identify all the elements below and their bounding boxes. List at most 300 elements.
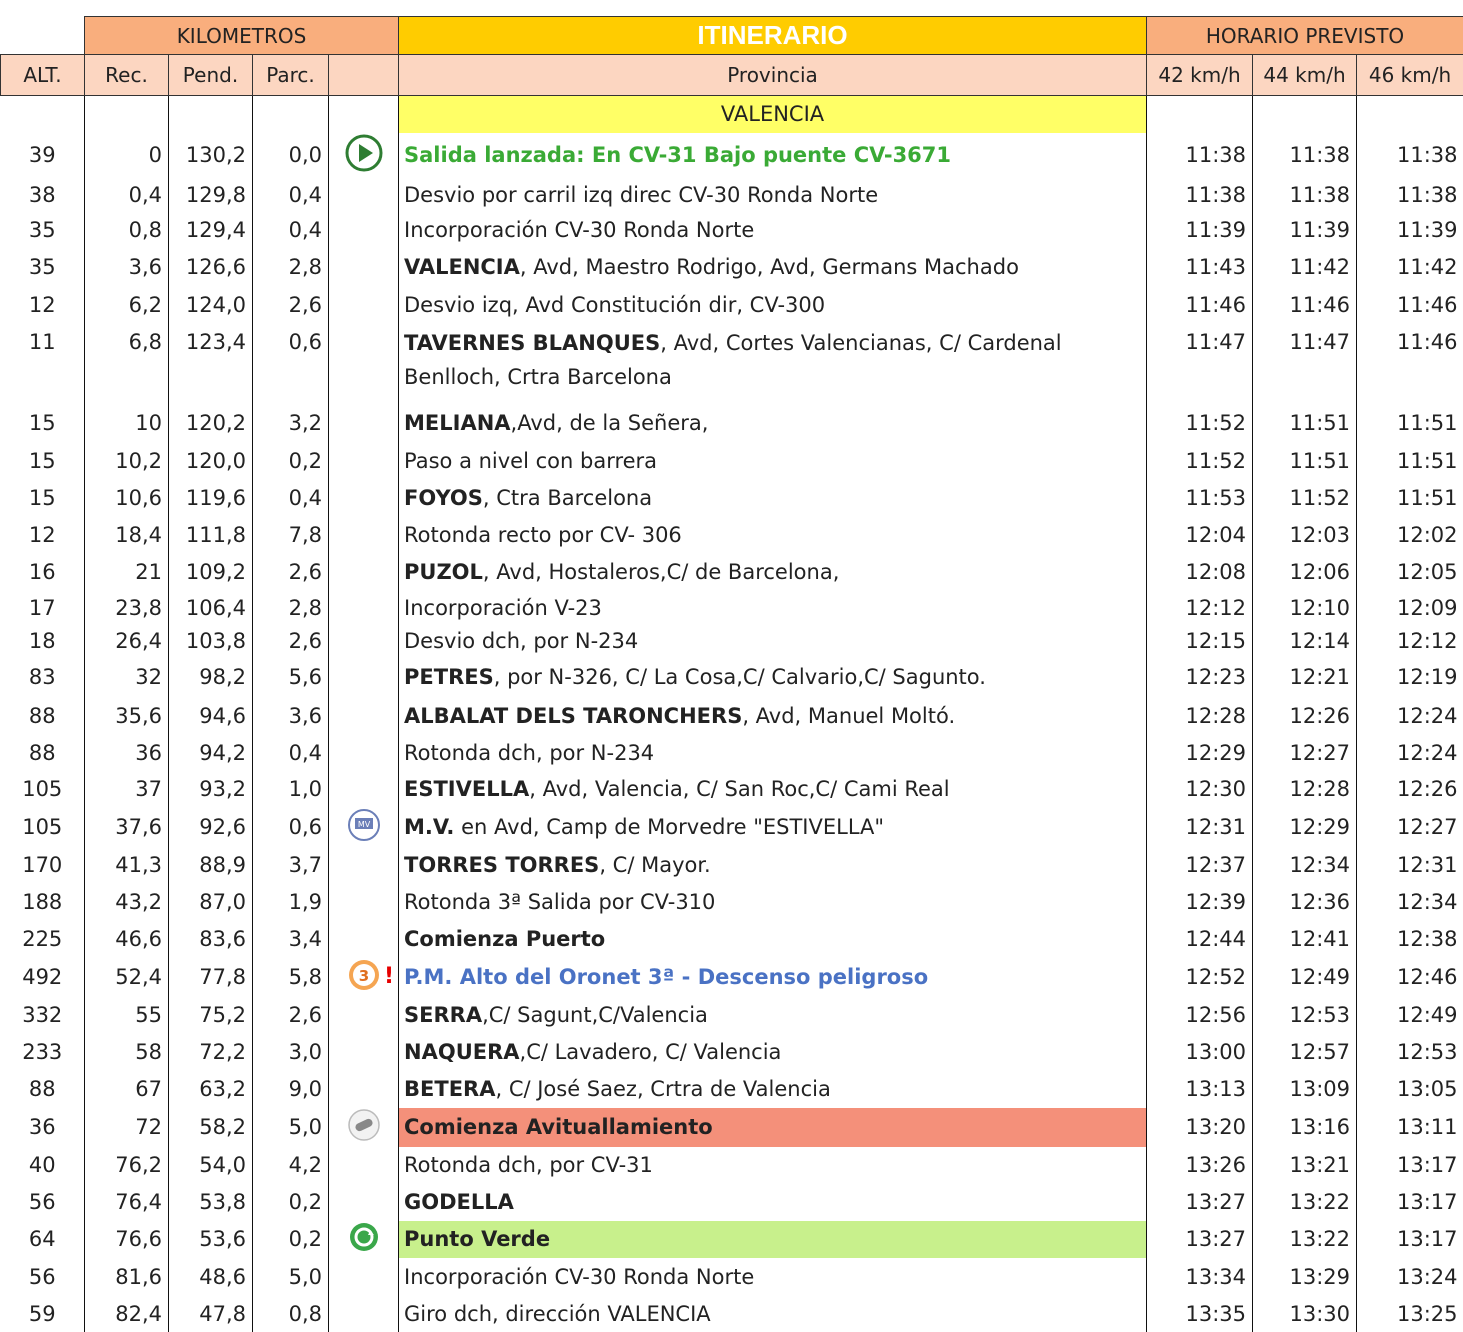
alt-cell: 35 [1, 247, 85, 287]
route-description [399, 1071, 1147, 1108]
rec-cell: 36 [85, 735, 169, 771]
col-pend-header: Pend. [169, 55, 253, 96]
parc-cell: 0,4 [253, 479, 329, 517]
time-44-cell: 12:28 [1253, 771, 1357, 808]
icon-cell [329, 1184, 399, 1221]
time-46-cell: 13:05 [1357, 1071, 1463, 1108]
time-44-cell: 12:27 [1253, 735, 1357, 771]
time-46-cell: 12:19 [1357, 657, 1463, 697]
time-42-cell: 12:04 [1147, 517, 1253, 553]
pend-cell: 111,8 [169, 517, 253, 553]
pend-cell: 126,6 [169, 247, 253, 287]
time-42-cell: 12:31 [1147, 808, 1253, 847]
route-description [399, 553, 1147, 591]
alt-cell: 12 [1, 287, 85, 324]
route-description [399, 697, 1147, 735]
time-42-cell: 13:26 [1147, 1147, 1253, 1184]
alt-cell: 188 [1, 883, 85, 921]
route-description [399, 287, 1147, 324]
parc-cell: 2,6 [253, 553, 329, 591]
table-row [1, 517, 1463, 553]
rec-cell: 10,2 [85, 443, 169, 479]
route-description [399, 847, 1147, 883]
table-row [1, 133, 1463, 178]
parc-cell: 5,0 [253, 1258, 329, 1296]
route-description [399, 213, 1147, 247]
time-46-cell: 11:51 [1357, 479, 1463, 517]
time-42-cell: 13:27 [1147, 1184, 1253, 1221]
rec-cell: 6,2 [85, 287, 169, 324]
route-description [399, 178, 1147, 213]
description-text: ,C/ Lavadero, C/ Valencia [520, 1040, 782, 1064]
icon-cell [329, 625, 399, 657]
icon-cell [329, 1296, 399, 1332]
description-text: ,Avd, de la Señera, [511, 411, 709, 435]
time-42-cell: 12:08 [1147, 553, 1253, 591]
table-row [1, 847, 1463, 883]
rec-cell: 10 [85, 404, 169, 443]
rec-cell: 26,4 [85, 625, 169, 657]
parc-cell: 9,0 [253, 1071, 329, 1108]
time-46-cell: 12:49 [1357, 997, 1463, 1034]
route-description [399, 1147, 1147, 1184]
pend-cell: 72,2 [169, 1034, 253, 1071]
rec-cell: 18,4 [85, 517, 169, 553]
parc-cell: 1,9 [253, 883, 329, 921]
time-42-cell: 13:27 [1147, 1221, 1253, 1258]
pend-cell: 119,6 [169, 479, 253, 517]
time-42-cell: 13:35 [1147, 1296, 1253, 1332]
itinerario-title: ITINERARIO [399, 17, 1147, 55]
description-text: ,C/ Sagunt,C/Valencia [482, 1003, 708, 1027]
time-44-cell: 11:51 [1253, 443, 1357, 479]
time-42-cell: 12:30 [1147, 771, 1253, 808]
icon-cell [329, 591, 399, 625]
description-text: Rotonda dch, por CV-31 [404, 1153, 653, 1177]
time-46-cell: 13:17 [1357, 1147, 1463, 1184]
alt-cell: 170 [1, 847, 85, 883]
description-text: Rotonda dch, por N-234 [404, 741, 654, 765]
time-42-cell: 13:34 [1147, 1258, 1253, 1296]
place-name: BETERA [404, 1077, 495, 1101]
icon-cell [329, 1221, 399, 1258]
alt-cell: 15 [1, 443, 85, 479]
parc-cell: 2,6 [253, 287, 329, 324]
place-name: ESTIVELLA [404, 777, 529, 801]
description-text: Desvio por carril izq direc CV-30 Ronda Norte [404, 183, 878, 207]
pend-cell: 94,6 [169, 697, 253, 735]
icon-cell [329, 479, 399, 517]
table-row [1, 1258, 1463, 1296]
time-46-cell: 12:27 [1357, 808, 1463, 847]
rec-cell: 6,8 [85, 324, 169, 404]
description-text: Comienza Avituallamiento [404, 1115, 713, 1139]
pend-cell: 53,6 [169, 1221, 253, 1258]
pend-cell: 77,8 [169, 958, 253, 997]
col-speed1-header: 42 km/h [1147, 55, 1253, 96]
pend-cell: 123,4 [169, 324, 253, 404]
parc-cell: 3,0 [253, 1034, 329, 1071]
description-text: Rotonda 3ª Salida por CV-310 [404, 890, 715, 914]
rec-cell: 37 [85, 771, 169, 808]
route-description [399, 958, 1147, 997]
table-row [1, 997, 1463, 1034]
rec-cell: 52,4 [85, 958, 169, 997]
col-provincia-header: Provincia [399, 55, 1147, 96]
rec-cell: 81,6 [85, 1258, 169, 1296]
time-46-cell: 12:09 [1357, 591, 1463, 625]
rec-cell: 76,4 [85, 1184, 169, 1221]
icon-cell [329, 997, 399, 1034]
parc-cell: 5,8 [253, 958, 329, 997]
description-text: , C/ José Saez, Crtra de Valencia [495, 1077, 830, 1101]
rec-cell: 46,6 [85, 921, 169, 958]
icon-cell [329, 1108, 399, 1147]
pend-cell: 130,2 [169, 133, 253, 178]
danger-mark: ! [384, 964, 394, 989]
route-description [399, 404, 1147, 443]
mv-icon [347, 808, 381, 847]
route-description [399, 1034, 1147, 1071]
table-row [1, 553, 1463, 591]
svg-text:3: 3 [358, 967, 368, 985]
alt-cell: 15 [1, 479, 85, 517]
time-42-cell: 11:38 [1147, 133, 1253, 178]
alt-cell: 59 [1, 1296, 85, 1332]
icon-cell [329, 1147, 399, 1184]
time-46-cell: 11:46 [1357, 324, 1463, 404]
place-name: PETRES [404, 665, 494, 689]
time-44-cell: 12:53 [1253, 997, 1357, 1034]
table-row [1, 591, 1463, 625]
description-text: Salida lanzada: En CV-31 Bajo puente CV-3671 [404, 143, 951, 167]
table-row [1, 735, 1463, 771]
pend-cell: 47,8 [169, 1296, 253, 1332]
parc-cell: 0,0 [253, 133, 329, 178]
alt-cell: 492 [1, 958, 85, 997]
place-name: NAQUERA [404, 1040, 520, 1064]
time-42-cell: 12:39 [1147, 883, 1253, 921]
alt-cell: 18 [1, 625, 85, 657]
description-text: , por N-326, C/ La Cosa,C/ Calvario,C/ Sagunto. [494, 665, 986, 689]
time-42-cell: 13:13 [1147, 1071, 1253, 1108]
table-row [1, 1147, 1463, 1184]
parc-cell: 0,4 [253, 213, 329, 247]
parc-cell: 3,7 [253, 847, 329, 883]
place-name: MELIANA [404, 411, 511, 435]
time-44-cell: 11:38 [1253, 133, 1357, 178]
alt-cell: 15 [1, 404, 85, 443]
parc-cell: 0,6 [253, 808, 329, 847]
kilometros-header: KILOMETROS [85, 17, 399, 55]
time-44-cell: 12:03 [1253, 517, 1357, 553]
place-name: TORRES TORRES [404, 853, 599, 877]
col-parc-header: Parc. [253, 55, 329, 96]
rec-cell: 41,3 [85, 847, 169, 883]
place-name: FOYOS [404, 486, 483, 510]
icon-cell [329, 324, 399, 404]
time-42-cell: 11:52 [1147, 404, 1253, 443]
description-text: , Avd, Manuel Moltó. [742, 704, 955, 728]
time-44-cell: 11:39 [1253, 213, 1357, 247]
time-42-cell: 11:53 [1147, 479, 1253, 517]
alt-cell: 16 [1, 553, 85, 591]
province-row [1, 96, 1463, 133]
description-text: , Ctra Barcelona [483, 486, 652, 510]
col-icon-header [329, 55, 399, 96]
table-row [1, 808, 1463, 847]
alt-cell: 11 [1, 324, 85, 404]
pend-cell: 75,2 [169, 997, 253, 1034]
table-row [1, 287, 1463, 324]
alt-cell: 105 [1, 808, 85, 847]
icon-cell [329, 1071, 399, 1108]
time-42-cell: 12:15 [1147, 625, 1253, 657]
route-description [399, 735, 1147, 771]
time-46-cell: 11:46 [1357, 287, 1463, 324]
mountain-3-icon [347, 958, 381, 997]
table-row [1, 324, 1463, 404]
parc-cell: 3,6 [253, 697, 329, 735]
alt-cell: 105 [1, 771, 85, 808]
col-rec-header: Rec. [85, 55, 169, 96]
route-description [399, 921, 1147, 958]
description-text: en Avd, Camp de Morvedre "ESTIVELLA" [454, 815, 884, 839]
time-42-cell: 12:56 [1147, 997, 1253, 1034]
table-row [1, 697, 1463, 735]
parc-cell: 0,2 [253, 443, 329, 479]
time-44-cell: 12:34 [1253, 847, 1357, 883]
time-42-cell: 13:20 [1147, 1108, 1253, 1147]
time-44-cell: 12:36 [1253, 883, 1357, 921]
alt-cell: 233 [1, 1034, 85, 1071]
time-42-cell: 12:23 [1147, 657, 1253, 697]
icon-cell [329, 213, 399, 247]
time-44-cell: 12:57 [1253, 1034, 1357, 1071]
pend-cell: 88,9 [169, 847, 253, 883]
parc-cell: 2,6 [253, 997, 329, 1034]
table-row [1, 1108, 1463, 1147]
table-row [1, 404, 1463, 443]
time-46-cell: 13:17 [1357, 1184, 1463, 1221]
rec-cell: 76,2 [85, 1147, 169, 1184]
parc-cell: 0,6 [253, 324, 329, 404]
time-46-cell: 11:42 [1357, 247, 1463, 287]
parc-cell: 7,8 [253, 517, 329, 553]
route-description [399, 1108, 1147, 1147]
icon-cell [329, 697, 399, 735]
parc-cell: 1,0 [253, 771, 329, 808]
time-46-cell: 11:38 [1357, 133, 1463, 178]
pend-cell: 109,2 [169, 553, 253, 591]
time-44-cell: 13:09 [1253, 1071, 1357, 1108]
time-42-cell: 13:00 [1147, 1034, 1253, 1071]
icon-cell [329, 921, 399, 958]
parc-cell: 0,2 [253, 1184, 329, 1221]
pend-cell: 93,2 [169, 771, 253, 808]
time-42-cell: 11:43 [1147, 247, 1253, 287]
pend-cell: 106,4 [169, 591, 253, 625]
route-description [399, 479, 1147, 517]
time-44-cell: 11:47 [1253, 324, 1357, 404]
time-44-cell: 13:30 [1253, 1296, 1357, 1332]
alt-cell: 88 [1, 1071, 85, 1108]
time-44-cell: 11:38 [1253, 178, 1357, 213]
time-44-cell: 11:46 [1253, 287, 1357, 324]
rec-cell: 67 [85, 1071, 169, 1108]
pend-cell: 120,2 [169, 404, 253, 443]
pend-cell: 58,2 [169, 1108, 253, 1147]
pend-cell: 53,8 [169, 1184, 253, 1221]
time-44-cell: 11:51 [1253, 404, 1357, 443]
time-42-cell: 11:46 [1147, 287, 1253, 324]
description-text: Rotonda recto por CV- 306 [404, 523, 682, 547]
rec-cell: 0 [85, 133, 169, 178]
time-44-cell: 13:16 [1253, 1108, 1357, 1147]
icon-cell [329, 553, 399, 591]
icon-cell [329, 735, 399, 771]
icon-cell [329, 1034, 399, 1071]
rec-cell: 43,2 [85, 883, 169, 921]
time-46-cell: 11:51 [1357, 404, 1463, 443]
route-description [399, 883, 1147, 921]
time-44-cell: 13:29 [1253, 1258, 1357, 1296]
table-row [1, 178, 1463, 213]
horario-header: HORARIO PREVISTO [1147, 17, 1463, 55]
time-46-cell: 12:38 [1357, 921, 1463, 958]
pend-cell: 120,0 [169, 443, 253, 479]
time-46-cell: 13:17 [1357, 1221, 1463, 1258]
time-46-cell: 12:53 [1357, 1034, 1463, 1071]
rec-cell: 0,8 [85, 213, 169, 247]
parc-cell: 0,2 [253, 1221, 329, 1258]
time-46-cell: 12:31 [1357, 847, 1463, 883]
table-row [1, 1034, 1463, 1071]
rec-cell: 21 [85, 553, 169, 591]
description-text: , C/ Mayor. [599, 853, 710, 877]
description-text: GODELLA [404, 1190, 514, 1214]
parc-cell: 0,4 [253, 178, 329, 213]
rec-cell: 3,6 [85, 247, 169, 287]
alt-cell: 56 [1, 1184, 85, 1221]
alt-cell: 332 [1, 997, 85, 1034]
rec-cell: 82,4 [85, 1296, 169, 1332]
alt-cell: 88 [1, 697, 85, 735]
table-row [1, 1184, 1463, 1221]
route-description [399, 1221, 1147, 1258]
time-42-cell: 11:52 [1147, 443, 1253, 479]
table-row [1, 921, 1463, 958]
alt-cell: 40 [1, 1147, 85, 1184]
icon-cell [329, 657, 399, 697]
rec-cell: 55 [85, 997, 169, 1034]
col-speed2-header: 44 km/h [1253, 55, 1357, 96]
alt-cell: 64 [1, 1221, 85, 1258]
icon-cell [329, 287, 399, 324]
route-description [399, 517, 1147, 553]
table-row [1, 1071, 1463, 1108]
table-row [1, 958, 1463, 997]
alt-cell: 88 [1, 735, 85, 771]
time-46-cell: 12:46 [1357, 958, 1463, 997]
time-46-cell: 13:25 [1357, 1296, 1463, 1332]
icon-cell [329, 808, 399, 847]
icon-cell [329, 443, 399, 479]
rec-cell: 58 [85, 1034, 169, 1071]
pend-cell: 129,8 [169, 178, 253, 213]
parc-cell: 3,4 [253, 921, 329, 958]
time-44-cell: 11:52 [1253, 479, 1357, 517]
time-46-cell: 11:51 [1357, 443, 1463, 479]
time-46-cell: 13:11 [1357, 1108, 1463, 1147]
feed-icon [347, 1108, 381, 1147]
time-44-cell: 13:22 [1253, 1221, 1357, 1258]
description-text: Punto Verde [404, 1227, 550, 1251]
time-42-cell: 11:47 [1147, 324, 1253, 404]
time-42-cell: 12:52 [1147, 958, 1253, 997]
pend-cell: 103,8 [169, 625, 253, 657]
time-42-cell: 12:28 [1147, 697, 1253, 735]
header-empty-cell [1, 17, 85, 55]
place-name: TAVERNES BLANQUES [404, 331, 660, 355]
itinerary-rows [1, 133, 1463, 1332]
alt-cell: 17 [1, 591, 85, 625]
icon-cell [329, 178, 399, 213]
route-description [399, 1184, 1147, 1221]
time-44-cell: 12:21 [1253, 657, 1357, 697]
description-text: Incorporación CV-30 Ronda Norte [404, 218, 754, 242]
icon-cell [329, 517, 399, 553]
rec-cell: 32 [85, 657, 169, 697]
icon-cell [329, 133, 399, 178]
time-44-cell: 12:41 [1253, 921, 1357, 958]
route-description [399, 1296, 1147, 1332]
route-description [399, 591, 1147, 625]
description-text: P.M. Alto del Oronet 3ª - Descenso peligroso [404, 965, 928, 989]
rec-cell: 23,8 [85, 591, 169, 625]
time-46-cell: 12:26 [1357, 771, 1463, 808]
table-row [1, 1296, 1463, 1332]
route-description [399, 247, 1147, 287]
time-46-cell: 12:02 [1357, 517, 1463, 553]
route-description [399, 625, 1147, 657]
time-44-cell: 13:22 [1253, 1184, 1357, 1221]
time-44-cell: 12:10 [1253, 591, 1357, 625]
parc-cell: 5,6 [253, 657, 329, 697]
province-label: VALENCIA [399, 96, 1147, 133]
svg-text:MV: MV [357, 820, 370, 829]
pend-cell: 92,6 [169, 808, 253, 847]
time-46-cell: 12:05 [1357, 553, 1463, 591]
description-text: Giro dch, dirección VALENCIA [404, 1302, 711, 1326]
table-row [1, 443, 1463, 479]
table-row [1, 247, 1463, 287]
table-row [1, 657, 1463, 697]
pend-cell: 87,0 [169, 883, 253, 921]
parc-cell: 4,2 [253, 1147, 329, 1184]
time-46-cell: 11:38 [1357, 178, 1463, 213]
pend-cell: 83,6 [169, 921, 253, 958]
recycle-icon [348, 1221, 380, 1258]
description-text: , Avd, Hostaleros,C/ de Barcelona, [483, 560, 839, 584]
time-42-cell: 12:12 [1147, 591, 1253, 625]
alt-cell: 83 [1, 657, 85, 697]
description-text: Incorporación CV-30 Ronda Norte [404, 1265, 754, 1289]
table-row [1, 883, 1463, 921]
time-46-cell: 12:12 [1357, 625, 1463, 657]
time-42-cell: 12:37 [1147, 847, 1253, 883]
icon-cell [329, 1258, 399, 1296]
